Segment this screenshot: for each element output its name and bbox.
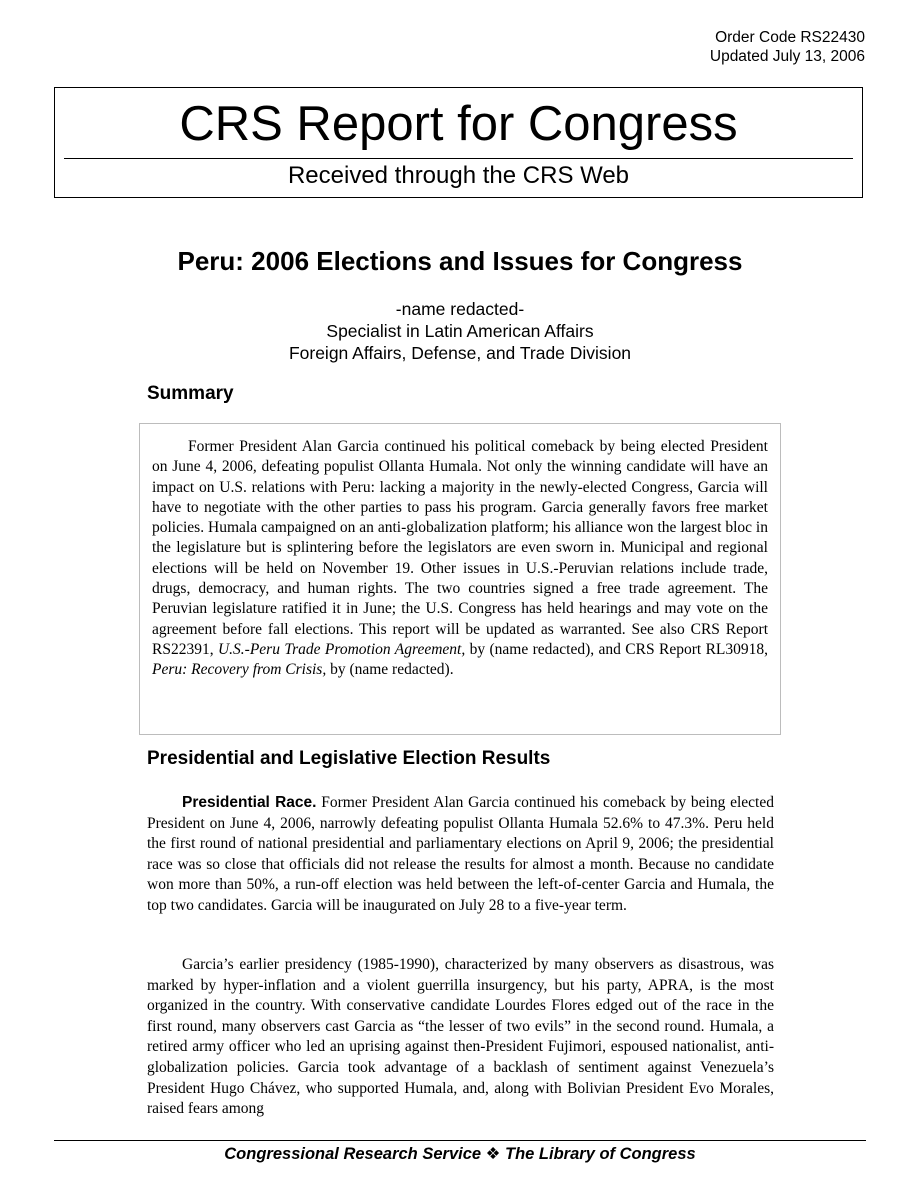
summary-ref1-title: U.S.-Peru Trade Promotion Agreement, [217,640,466,658]
author-block [0,298,920,364]
summary-text-part2: by (name redacted), and CRS Report RL30918, [465,640,768,658]
order-code: Order Code RS22430 [715,29,865,46]
paragraph-presidential-race [147,793,774,917]
banner-subtitle: Received through the CRS Web [287,162,630,189]
paragraph-garcia-presidency: Garcia’s earlier presidency (1985-1990), characterized by many observers as disastrous, was marked by hyper-inflation and a violent guerrilla insurgency, but his party, APRA, is the most organized in the country. With conservative candidate Lourdes Flores edged out of the race in the first round, many observers cast Garcia as “the lesser of two evils” in the second round. Humala, a retired army officer who led an uprising against then-President Fujimori, espoused nationalist, anti-globalization policies. Garcia took advantage of a backlash of sentiment against Venezuela’s President Hugo Chávez, who supported Humala, and, along with Bolivian President Evo Morales, raised fears among [147,956,774,1118]
banner-title: CRS Report for Congress [179,97,738,151]
order-code-block [710,28,865,66]
footer-divider [54,1140,866,1141]
updated-date: Updated July 13, 2006 [709,48,865,65]
banner-divider [64,158,853,159]
author-name: -name redacted- [395,299,525,319]
footer-text: Congressional Research Service ❖ The Library of Congress [224,1145,696,1163]
author-division: Foreign Affairs, Defense, and Trade Division [288,343,632,363]
runin-heading: Presidential Race. [182,794,317,811]
section-heading: Presidential and Legislative Election Results [147,748,551,769]
summary-text-part1: Former President Alan Garcia continued his political comeback by being elected President on June 4, 2006, defeating populist Ollanta Humala. Not only the winning candidate will have an impact on U.S. relations with Peru: lacking a majority in the newly-elected Congress, Garcia will have to negotiate with the other parties to pass his program. Garcia generally favors free market policies. Humala campaigned on an anti-globalization platform; his alliance won the largest bloc in the legislature but is splintering before the legislators are even sworn in. Municipal and regional elections will be held on November 19. Other issues in U.S.-Peruvian relations include trade, drugs, democracy, and human rights. The two countries signed a free trade agreement. The Peruvian legislature ratified it in June; the U.S. Congress has held hearings and may vote on the agreement before fall elections. This report will be updated as warranted. See also CRS Report RS22391, [152,438,768,658]
paragraph-text: Former President Alan Garcia continued his comeback by being elected President on June 4, 2006, narrowly defeating populist Ollanta Humala 52.6% to 47.3%. Peru held the first round of national presidential and parliamentary elections on April 9, 2006; the presidential race was so close that officials did not release the results for almost a month. Because no candidate won more than 50%, a run-off election was held between the left-of-center Garcia and Humala, the top two candidates. Garcia will be inaugurated on July 28 to a five-year term. [147,794,774,914]
summary-text [152,437,768,681]
summary-heading: Summary [147,383,234,404]
summary-ref2-title: Peru: Recovery from Crisis, [152,661,327,679]
document-title: Peru: 2006 Elections and Issues for Congress [177,246,743,276]
report-banner [54,87,863,198]
summary-text-part3: by (name redacted). [326,661,454,679]
author-role: Specialist in Latin American Affairs [326,321,594,341]
summary-box [139,423,781,735]
